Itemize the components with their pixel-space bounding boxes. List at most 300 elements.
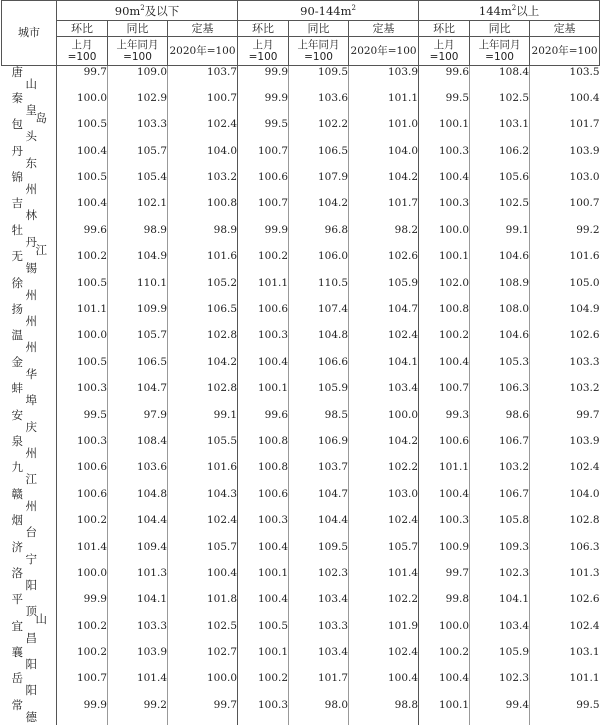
city-cell [2, 672, 57, 698]
value-cell: 104.6 [470, 250, 530, 276]
value-cell: 110.1 [108, 277, 168, 303]
value-cell: 102.8 [168, 329, 238, 355]
city-name: 济 宁 [12, 541, 48, 567]
value-cell: 101.8 [168, 593, 238, 619]
value-cell: 102.5 [168, 620, 238, 646]
value-cell: 102.6 [530, 593, 600, 619]
city-name: 平 顶 山 [12, 593, 48, 619]
city-cell [2, 382, 57, 408]
base-period-line: =100 [419, 51, 469, 63]
value-cell: 108.9 [470, 277, 530, 303]
value-cell: 103.1 [530, 646, 600, 672]
table-row [2, 514, 600, 540]
value-cell: 103.1 [470, 118, 530, 144]
value-cell: 101.7 [530, 118, 600, 144]
city-cell [2, 92, 57, 118]
value-cell: 104.1 [349, 356, 419, 382]
value-cell: 105.7 [108, 329, 168, 355]
value-cell: 96.8 [289, 224, 349, 250]
city-name: 岳 阳 [12, 672, 48, 698]
base-period-line: 上月 [419, 39, 469, 51]
city-name: 无 锡 [12, 250, 48, 276]
value-cell: 105.9 [289, 382, 349, 408]
value-cell: 109.5 [289, 541, 349, 567]
value-cell: 102.8 [168, 382, 238, 408]
value-cell: 100.1 [238, 382, 289, 408]
city-column-header: 城市 [2, 1, 57, 66]
city-name: 烟 台 [12, 514, 48, 540]
city-name: 洛 阳 [12, 567, 48, 593]
value-cell: 101.7 [289, 672, 349, 698]
value-cell: 100.1 [238, 567, 289, 593]
value-cell: 103.2 [530, 382, 600, 408]
value-cell: 102.4 [349, 646, 419, 672]
table-row [2, 118, 600, 144]
base-period-line: =100 [470, 51, 529, 63]
value-cell: 100.5 [238, 620, 289, 646]
base-period-line: 2020年=100 [530, 45, 599, 57]
value-cell: 101.3 [530, 567, 600, 593]
value-cell: 100.5 [57, 118, 108, 144]
value-cell: 99.7 [530, 409, 600, 435]
value-cell: 100.2 [57, 620, 108, 646]
value-cell: 100.3 [238, 699, 289, 725]
value-cell: 100.2 [57, 646, 108, 672]
value-cell: 103.7 [168, 66, 238, 92]
table-row [2, 646, 600, 672]
table-header [2, 1, 600, 66]
value-cell: 102.0 [419, 277, 470, 303]
city-name: 扬 州 [12, 303, 48, 329]
value-cell: 103.5 [530, 66, 600, 92]
group-header-medium: $90-144m^2$ [238, 1, 419, 21]
city-cell [2, 250, 57, 276]
base-period-header [530, 37, 600, 66]
price-index-table [1, 0, 600, 725]
value-cell: 101.1 [238, 277, 289, 303]
value-cell: 105.7 [168, 541, 238, 567]
value-cell: 102.4 [168, 514, 238, 540]
value-cell: 99.1 [168, 409, 238, 435]
city-name: 泉 州 [12, 435, 48, 461]
table-row [2, 567, 600, 593]
value-cell: 100.7 [238, 145, 289, 171]
value-cell: 99.9 [238, 224, 289, 250]
city-name: 九 江 [12, 461, 48, 487]
value-cell: 101.1 [530, 672, 600, 698]
value-cell: 100.0 [57, 92, 108, 118]
value-cell: 104.3 [168, 488, 238, 514]
value-cell: 106.5 [108, 356, 168, 382]
value-cell: 100.3 [238, 329, 289, 355]
city-name: 安 庆 [12, 409, 48, 435]
value-cell: 99.9 [238, 66, 289, 92]
value-cell: 99.2 [530, 224, 600, 250]
value-cell: 98.0 [289, 699, 349, 725]
city-cell [2, 277, 57, 303]
value-cell: 100.0 [419, 224, 470, 250]
table-row [2, 171, 600, 197]
value-cell: 100.7 [57, 672, 108, 698]
value-cell: 99.5 [419, 92, 470, 118]
value-cell: 101.6 [168, 250, 238, 276]
value-cell: 103.7 [289, 461, 349, 487]
value-cell: 99.7 [419, 567, 470, 593]
value-cell: 104.1 [470, 593, 530, 619]
value-cell: 103.2 [470, 461, 530, 487]
value-cell: 100.4 [419, 356, 470, 382]
mom-header: 环比 [419, 21, 470, 37]
base-period-line: 上月 [57, 39, 107, 51]
base-period-line: 2020年=100 [349, 45, 418, 57]
value-cell: 101.1 [57, 303, 108, 329]
value-cell: 105.0 [530, 277, 600, 303]
value-cell: 108.4 [470, 66, 530, 92]
value-cell: 100.5 [57, 171, 108, 197]
value-cell: 98.8 [349, 699, 419, 725]
city-cell [2, 461, 57, 487]
value-cell: 104.2 [168, 356, 238, 382]
value-cell: 104.7 [108, 382, 168, 408]
value-cell: 103.4 [289, 646, 349, 672]
base-period-line: =100 [108, 51, 167, 63]
value-cell: 98.9 [168, 224, 238, 250]
value-cell: 100.6 [57, 461, 108, 487]
value-cell: 109.9 [108, 303, 168, 329]
value-cell: 101.3 [108, 567, 168, 593]
city-name: 赣 州 [12, 488, 48, 514]
value-cell: 100.3 [419, 514, 470, 540]
value-cell: 100.1 [419, 250, 470, 276]
value-cell: 100.5 [57, 277, 108, 303]
value-cell: 99.1 [470, 224, 530, 250]
value-cell: 100.4 [168, 567, 238, 593]
value-cell: 106.7 [470, 435, 530, 461]
table-row [2, 620, 600, 646]
value-cell: 100.3 [57, 382, 108, 408]
value-cell: 100.7 [419, 382, 470, 408]
value-cell: 104.7 [289, 488, 349, 514]
value-cell: 98.2 [349, 224, 419, 250]
value-cell: 107.9 [289, 171, 349, 197]
value-cell: 104.9 [108, 250, 168, 276]
city-cell [2, 699, 57, 725]
value-cell: 105.9 [470, 646, 530, 672]
city-cell [2, 488, 57, 514]
value-cell: 100.4 [57, 145, 108, 171]
value-cell: 100.3 [238, 514, 289, 540]
value-cell: 100.8 [238, 435, 289, 461]
value-cell: 103.9 [108, 646, 168, 672]
city-name: 吉 林 [12, 197, 48, 223]
value-cell: 100.6 [238, 488, 289, 514]
value-cell: 104.0 [349, 145, 419, 171]
base-period-header [289, 37, 349, 66]
value-cell: 103.6 [289, 92, 349, 118]
value-cell: 99.9 [57, 593, 108, 619]
value-cell: 102.4 [349, 329, 419, 355]
base-period-line: =100 [57, 51, 107, 63]
value-cell: 99.7 [168, 699, 238, 725]
value-cell: 101.7 [349, 197, 419, 223]
city-name: 温 州 [12, 329, 48, 355]
group-header-small: $90m^2$及以下 [57, 1, 238, 21]
table-row [2, 488, 600, 514]
value-cell: 105.7 [108, 145, 168, 171]
value-cell: 99.9 [57, 699, 108, 725]
value-cell: 104.7 [349, 303, 419, 329]
value-cell: 100.6 [419, 435, 470, 461]
value-cell: 100.2 [57, 250, 108, 276]
value-cell: 99.6 [419, 66, 470, 92]
value-cell: 105.4 [108, 171, 168, 197]
value-cell: 100.8 [238, 461, 289, 487]
value-cell: 103.9 [530, 435, 600, 461]
table-row [2, 541, 600, 567]
base-period-header [108, 37, 168, 66]
value-cell: 103.0 [530, 171, 600, 197]
value-cell: 103.6 [108, 461, 168, 487]
value-cell: 99.6 [57, 224, 108, 250]
value-cell: 100.7 [168, 92, 238, 118]
base-period-line: =100 [238, 51, 288, 63]
city-name: 蚌 埠 [12, 382, 48, 408]
table-row [2, 66, 600, 92]
value-cell: 106.9 [289, 435, 349, 461]
table-row [2, 699, 600, 725]
value-cell: 106.3 [470, 382, 530, 408]
value-cell: 100.9 [419, 541, 470, 567]
value-cell: 100.4 [238, 356, 289, 382]
city-cell [2, 224, 57, 250]
value-cell: 105.8 [470, 514, 530, 540]
value-cell: 101.4 [108, 672, 168, 698]
sub-header-row [2, 21, 600, 37]
value-cell: 104.1 [108, 593, 168, 619]
table-row [2, 356, 600, 382]
value-cell: 105.9 [349, 277, 419, 303]
value-cell: 102.3 [289, 567, 349, 593]
city-cell [2, 593, 57, 619]
value-cell: 104.0 [168, 145, 238, 171]
value-cell: 103.4 [289, 593, 349, 619]
city-cell [2, 66, 57, 92]
table-row [2, 593, 600, 619]
value-cell: 100.0 [57, 567, 108, 593]
value-cell: 100.3 [419, 197, 470, 223]
value-cell: 104.2 [349, 435, 419, 461]
group-header-large: $144m^2$以上 [419, 1, 600, 21]
value-cell: 105.6 [470, 171, 530, 197]
value-cell: 101.4 [57, 541, 108, 567]
value-cell: 100.7 [238, 197, 289, 223]
value-cell: 109.5 [289, 66, 349, 92]
city-cell [2, 356, 57, 382]
value-cell: 102.4 [168, 118, 238, 144]
value-cell: 103.4 [470, 620, 530, 646]
value-cell: 102.9 [108, 92, 168, 118]
value-cell: 99.7 [57, 66, 108, 92]
city-name: 唐 山 [12, 66, 48, 92]
value-cell: 106.0 [289, 250, 349, 276]
value-cell: 100.2 [419, 646, 470, 672]
table-row [2, 435, 600, 461]
value-cell: 99.8 [419, 593, 470, 619]
value-cell: 102.6 [349, 250, 419, 276]
city-cell [2, 567, 57, 593]
value-cell: 98.5 [289, 409, 349, 435]
value-cell: 100.6 [238, 303, 289, 329]
value-cell: 102.8 [530, 514, 600, 540]
value-cell: 102.2 [349, 593, 419, 619]
value-cell: 104.6 [470, 329, 530, 355]
value-cell: 100.4 [419, 672, 470, 698]
value-cell: 103.2 [168, 171, 238, 197]
city-cell [2, 171, 57, 197]
city-name: 秦 皇 岛 [12, 92, 48, 118]
value-cell: 101.9 [349, 620, 419, 646]
value-cell: 99.6 [238, 409, 289, 435]
mom-header: 环比 [238, 21, 289, 37]
city-cell [2, 435, 57, 461]
value-cell: 108.0 [470, 303, 530, 329]
value-cell: 102.1 [108, 197, 168, 223]
value-cell: 107.4 [289, 303, 349, 329]
value-cell: 104.2 [349, 171, 419, 197]
value-cell: 102.4 [530, 620, 600, 646]
value-cell: 99.3 [419, 409, 470, 435]
city-name: 常 德 [12, 699, 48, 725]
value-cell: 99.2 [108, 699, 168, 725]
value-cell: 106.7 [470, 488, 530, 514]
yoy-header: 同比 [470, 21, 530, 37]
table-row [2, 461, 600, 487]
value-cell: 103.3 [108, 620, 168, 646]
city-cell [2, 329, 57, 355]
value-cell: 102.5 [470, 197, 530, 223]
value-cell: 109.4 [108, 541, 168, 567]
city-name: 锦 州 [12, 171, 48, 197]
value-cell: 100.1 [419, 118, 470, 144]
value-cell: 102.3 [470, 567, 530, 593]
value-cell: 99.9 [238, 92, 289, 118]
table-row [2, 277, 600, 303]
city-name: 丹 东 [12, 145, 48, 171]
value-cell: 97.9 [108, 409, 168, 435]
base-period-line: 上年同月 [470, 39, 529, 51]
value-cell: 108.4 [108, 435, 168, 461]
table-row [2, 197, 600, 223]
value-cell: 104.4 [108, 514, 168, 540]
value-cell: 109.3 [470, 541, 530, 567]
value-cell: 103.9 [530, 145, 600, 171]
value-cell: 101.6 [168, 461, 238, 487]
fixed-base-header: 定基 [530, 21, 600, 37]
value-cell: 110.5 [289, 277, 349, 303]
table-row [2, 250, 600, 276]
value-cell: 100.8 [168, 197, 238, 223]
city-name: 徐 州 [12, 277, 48, 303]
value-cell: 104.2 [289, 197, 349, 223]
value-cell: 106.5 [168, 303, 238, 329]
value-cell: 100.2 [238, 672, 289, 698]
city-name: 宜 昌 [12, 620, 48, 646]
city-cell [2, 620, 57, 646]
value-cell: 101.0 [349, 118, 419, 144]
value-cell: 100.4 [238, 593, 289, 619]
value-cell: 99.5 [530, 699, 600, 725]
base-period-header [238, 37, 289, 66]
value-cell: 100.4 [419, 488, 470, 514]
value-cell: 101.4 [349, 567, 419, 593]
value-cell: 101.1 [419, 461, 470, 487]
city-cell [2, 409, 57, 435]
value-cell: 100.3 [57, 435, 108, 461]
value-cell: 100.1 [419, 699, 470, 725]
value-cell: 104.0 [530, 488, 600, 514]
city-name: 金 华 [12, 356, 48, 382]
value-cell: 100.2 [238, 250, 289, 276]
value-cell: 99.5 [57, 409, 108, 435]
value-cell: 102.4 [349, 514, 419, 540]
mom-header: 环比 [57, 21, 108, 37]
base-period-line: =100 [289, 51, 348, 63]
table-row [2, 329, 600, 355]
table-body [2, 66, 600, 725]
value-cell: 100.5 [57, 356, 108, 382]
value-cell: 104.8 [108, 488, 168, 514]
base-period-header [57, 37, 108, 66]
value-cell: 98.9 [108, 224, 168, 250]
city-name: 包 头 [12, 118, 48, 144]
value-cell: 100.6 [57, 488, 108, 514]
fixed-base-header: 定基 [349, 21, 419, 37]
value-cell: 106.3 [530, 541, 600, 567]
value-cell: 100.0 [57, 329, 108, 355]
city-cell [2, 145, 57, 171]
base-period-line: 上月 [238, 39, 288, 51]
value-cell: 100.2 [57, 514, 108, 540]
value-cell: 100.6 [238, 171, 289, 197]
value-cell: 98.6 [470, 409, 530, 435]
value-cell: 100.4 [57, 197, 108, 223]
table-row [2, 224, 600, 250]
fixed-base-header: 定基 [168, 21, 238, 37]
base-period-line: 上年同月 [289, 39, 348, 51]
city-cell [2, 118, 57, 144]
value-cell: 105.5 [168, 435, 238, 461]
table-row [2, 672, 600, 698]
value-cell: 106.2 [470, 145, 530, 171]
value-cell: 104.8 [289, 329, 349, 355]
value-cell: 105.2 [168, 277, 238, 303]
city-cell [2, 197, 57, 223]
table-row [2, 145, 600, 171]
value-cell: 100.1 [238, 646, 289, 672]
value-cell: 100.0 [419, 620, 470, 646]
city-name: 牡 丹 江 [12, 224, 48, 250]
value-cell: 103.4 [349, 382, 419, 408]
yoy-header: 同比 [108, 21, 168, 37]
value-cell: 104.9 [530, 303, 600, 329]
base-period-header [470, 37, 530, 66]
value-cell: 106.6 [289, 356, 349, 382]
value-cell: 103.0 [349, 488, 419, 514]
value-cell: 109.0 [108, 66, 168, 92]
value-cell: 100.4 [419, 171, 470, 197]
value-cell: 100.0 [349, 409, 419, 435]
value-cell: 105.7 [349, 541, 419, 567]
